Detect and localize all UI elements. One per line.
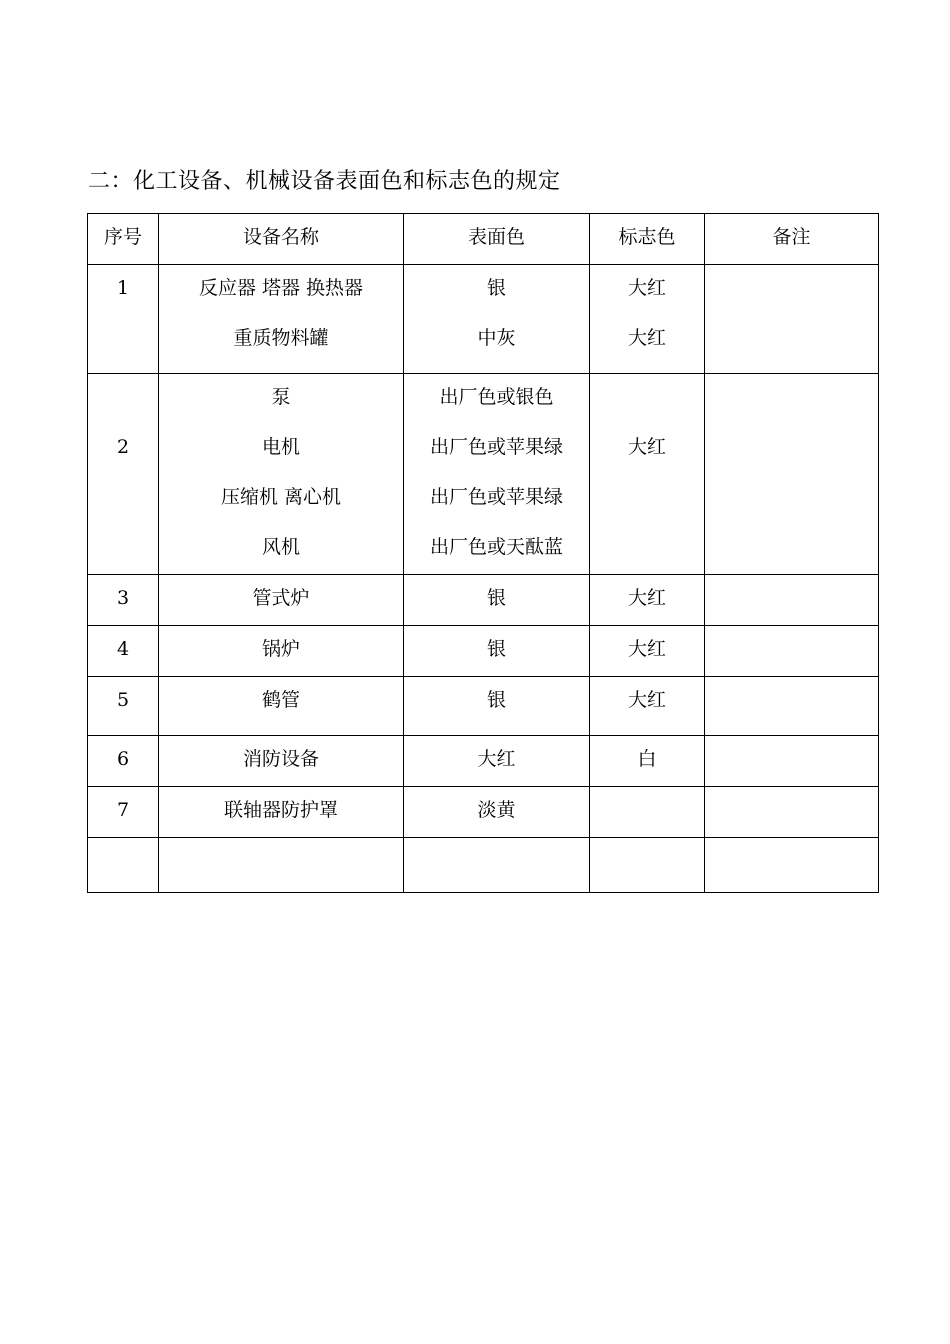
table-row [88, 787, 879, 838]
cell-mark: 大红 [590, 374, 705, 575]
cell-note [705, 374, 879, 575]
cell-no: 5 [88, 677, 159, 736]
table-row [88, 265, 879, 374]
header-note: 备注 [705, 214, 879, 265]
cell-surface: 银 中灰 [404, 265, 590, 374]
header-name: 设备名称 [159, 214, 404, 265]
table-row [88, 736, 879, 787]
cell-mark: 大红 大红 [590, 265, 705, 374]
cell-note [705, 626, 879, 677]
cell-name: 泵 电机 压缩机 离心机 风机 [159, 374, 404, 575]
cell-note [705, 575, 879, 626]
cell-name: 鹤管 [159, 677, 404, 736]
cell-no: 4 [88, 626, 159, 677]
cell-name: 反应器 塔器 换热器 重质物料罐 [159, 265, 404, 374]
cell-no: 3 [88, 575, 159, 626]
table-row [88, 838, 879, 893]
header-surface: 表面色 [404, 214, 590, 265]
cell-no: 7 [88, 787, 159, 838]
cell-name: 管式炉 [159, 575, 404, 626]
cell-mark [590, 787, 705, 838]
cell-mark: 大红 [590, 626, 705, 677]
table-row [88, 575, 879, 626]
cell-no: 1 [88, 265, 159, 374]
cell-note [705, 265, 879, 374]
cell-note [705, 736, 879, 787]
cell-surface: 大红 [404, 736, 590, 787]
header-mark: 标志色 [590, 214, 705, 265]
header-no: 序号 [88, 214, 159, 265]
cell-name: 消防设备 [159, 736, 404, 787]
page-heading: 二：化工设备、机械设备表面色和标志色的规定 [88, 169, 561, 194]
table-row [88, 626, 879, 677]
cell-surface: 出厂色或银色 出厂色或苹果绿 出厂色或苹果绿 出厂色或天酞蓝 [404, 374, 590, 575]
cell-surface: 银 [404, 575, 590, 626]
cell-name: 锅炉 [159, 626, 404, 677]
cell-surface: 银 [404, 626, 590, 677]
equipment-color-table [87, 213, 879, 893]
cell-note [705, 787, 879, 838]
cell-name: 联轴器防护罩 [159, 787, 404, 838]
cell-no: 2 [88, 374, 159, 575]
cell-surface: 银 [404, 677, 590, 736]
cell-no [88, 838, 159, 893]
table-row [88, 677, 879, 736]
cell-note [705, 838, 879, 893]
cell-mark [590, 838, 705, 893]
table-row [88, 374, 879, 575]
table-header-row [88, 214, 879, 265]
cell-mark: 大红 [590, 677, 705, 736]
cell-name [159, 838, 404, 893]
cell-mark: 大红 [590, 575, 705, 626]
cell-surface: 淡黄 [404, 787, 590, 838]
cell-surface [404, 838, 590, 893]
cell-mark: 白 [590, 736, 705, 787]
cell-note [705, 677, 879, 736]
cell-no: 6 [88, 736, 159, 787]
